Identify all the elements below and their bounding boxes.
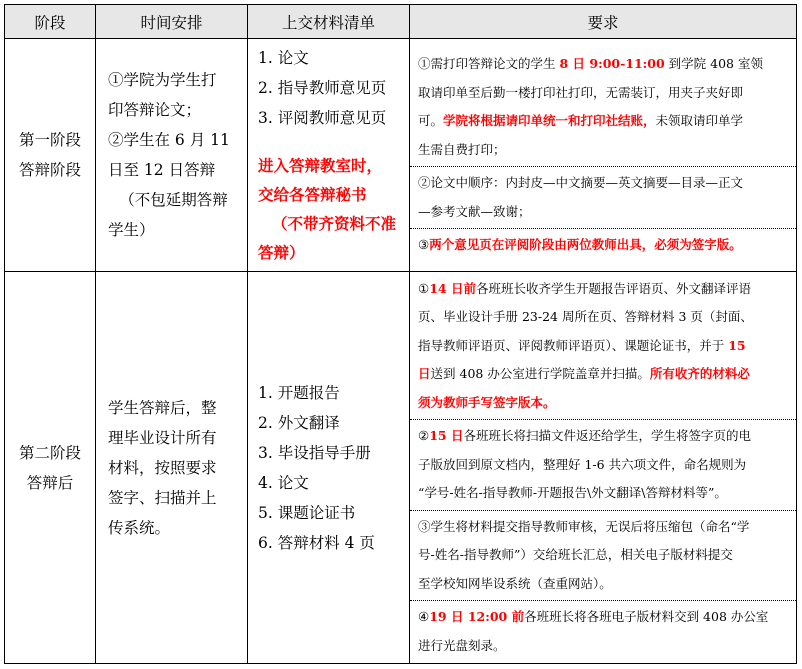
requirements-2-cell (410, 272, 797, 664)
requirement-2-2: ②15 日各班班长将扫描文件返还给学生，学生将签字页的电 子版放回到原文档内，整理好 1-6 共六项文件，命名规则为 “学号-姓名-指导教师-开题报告\外文翻译\答辩材料等”。 (418, 428, 751, 501)
divider (410, 228, 796, 229)
schedule-1-cell: ①学院为学生打 印答辩论文； ②学生在 6 月 11 日至 12 日答辩 （不包延期答辩 学生） (96, 39, 248, 272)
table-row-stage-1 (5, 39, 797, 272)
schedule-2-cell: 学生答辩后，整 理毕业设计所有 材料，按照要求 签字、扫描并上 传系统。 (96, 272, 248, 664)
materials-2-cell: 1. 开题报告 2. 外文翻译 3. 毕设指导手册 4. 论文 5. 课题论证书 6. 答辩材料 4 页 (248, 272, 410, 664)
header-row (5, 5, 797, 39)
header-requirements: 要求 (410, 5, 797, 39)
header-stage: 阶段 (5, 5, 96, 39)
header-schedule: 时间安排 (96, 5, 248, 39)
requirement-2-1: ①14 日前各班班长收齐学生开题报告评语页、外文翻译评语 页、毕业设计手册 23-24 周所在页、答辩材料 3 页（封面、 指导教师评语页、评阅教师评语页）、课题论证书，并于 15 日送到 408 办公室进行学院盖章并扫描。所有收齐的材料必 须为教师手写签字版本。 (418, 280, 753, 410)
divider (410, 600, 796, 601)
requirement-1-2: ②论文中顺序：内封皮—中文摘要—英文摘要—目录—正文 —参考文献—致谢； (418, 175, 744, 219)
materials-1-cell: 1. 论文 2. 指导教师意见页 3. 评阅教师意见页 进入答辩教室时， 交给各答辩秘书 （不带齐资料不准 答辩） (248, 39, 410, 272)
submission-warning: 进入答辩教室时， 交给各答辩秘书 （不带齐资料不准 答辩） (258, 156, 397, 262)
requirement-1-1: ①需打印答辩论文的学生 8 日 9:00-11:00 到学院 408 室领 取请印单至后勤一楼打印社打印，无需装订，用夹子夹好即 可。学院将根据请印单统一和打印社结账，未领取请印单学 生需自费打印； (418, 56, 763, 157)
divider (410, 419, 796, 420)
stage-2-cell: 第二阶段 答辩后 (5, 272, 96, 664)
requirement-1-3: ③两个意见页在评阅阶段由两位教师出具，必须为签字版。 (418, 237, 742, 253)
divider (410, 166, 796, 167)
requirements-1-cell (410, 39, 797, 272)
requirement-2-3: ③学生将材料提交指导教师审核，无误后将压缩包（命名“学 号-姓名-指导教师”）交给班长汇总，相关电子版材料提交 至学校知网毕设系统（查重网站）。 (418, 518, 750, 591)
requirement-2-4: ④19 日 12:00 前各班班长将各班电子版材料交到 408 办公室 进行光盘刻录。 (418, 609, 769, 653)
stage-1-cell: 第一阶段 答辩阶段 (5, 39, 96, 272)
schedule-table (4, 4, 797, 664)
divider (410, 510, 796, 511)
header-materials: 上交材料清单 (248, 5, 410, 39)
table-row-stage-2 (5, 272, 797, 664)
